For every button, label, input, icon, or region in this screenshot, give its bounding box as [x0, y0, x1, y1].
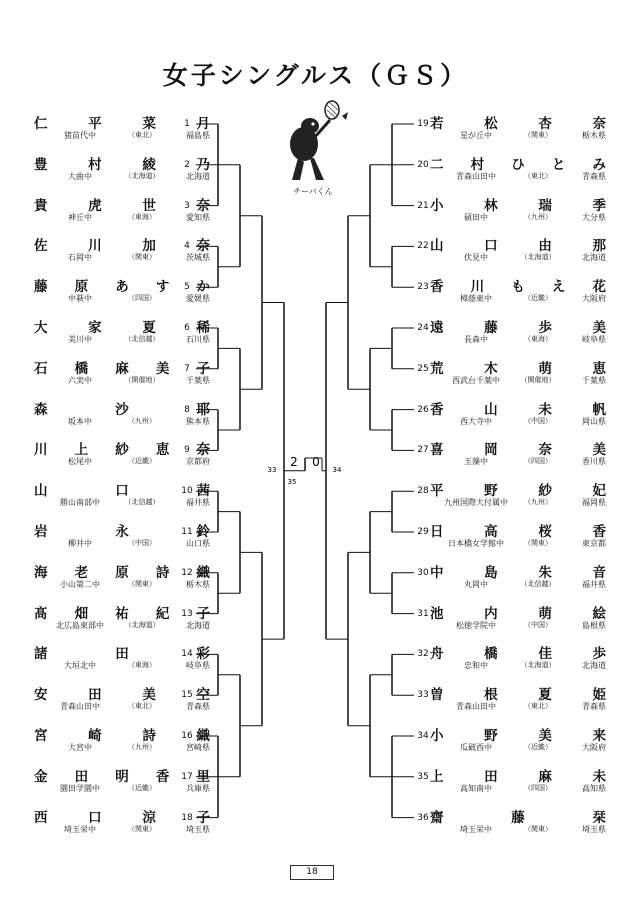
seed-number: 13 [181, 608, 193, 619]
player-name-char: 家 [88, 320, 102, 336]
player-name-char: み [592, 156, 606, 173]
school-name: 樟蔭東中 [460, 294, 492, 304]
player-name-char: 石 [34, 360, 48, 377]
seed-number: 20 [417, 159, 429, 170]
player-name-char: 織 [196, 728, 210, 744]
player-name-char: 美 [538, 728, 552, 744]
player-name-char: 奈 [538, 442, 552, 459]
player-name-char: 田 [115, 646, 129, 663]
prefecture: 愛媛県 [186, 294, 210, 304]
region-label: （中国） [128, 539, 156, 547]
player-name-char: も [511, 279, 525, 296]
player-name-char: 鈴 [196, 524, 210, 540]
player-name-char: 夏 [538, 687, 552, 704]
region-label: （近畿） [128, 783, 156, 792]
prefecture: 東京都 [582, 539, 606, 548]
player-name-char: 金 [34, 768, 48, 785]
prefecture: 宮崎県 [186, 743, 210, 752]
region-label: （関東） [524, 131, 552, 139]
player-name-char: 藤 [511, 809, 525, 826]
school-name: 九州国際大付属中 [444, 498, 508, 508]
player-name-char: 西 [34, 809, 48, 826]
seed-number: 32 [417, 649, 429, 660]
player-name-char: 木 [484, 360, 498, 377]
player-name-char: 島 [484, 564, 498, 581]
prefecture: 島根県 [582, 620, 606, 630]
prefecture: 北海道 [186, 620, 210, 630]
player-name-char: 川 [34, 442, 48, 459]
seed-number: 15 [181, 690, 193, 701]
prefecture: 北海道 [186, 171, 210, 181]
player-name-char: 田 [484, 768, 498, 785]
player-name-char: 奈 [196, 238, 210, 255]
player-name-char: 藤 [34, 279, 48, 296]
player-name-char: 村 [470, 156, 485, 173]
prefecture: 千葉県 [582, 375, 606, 385]
player-name-char: 恵 [592, 360, 606, 377]
player-name-char: 姫 [592, 687, 606, 704]
player-name-char: 老 [74, 564, 89, 581]
player-name-char: 海 [34, 564, 48, 581]
player-name-char: 紗 [115, 442, 129, 459]
player-name-char: 野 [484, 728, 498, 744]
school-name: 美川中 [68, 335, 92, 344]
match-number: 33 [267, 466, 277, 474]
player-name-char: 絵 [592, 605, 606, 622]
school-name: 大垣北中 [64, 661, 96, 671]
seed-number: 19 [417, 119, 429, 129]
seed-number: 2 [184, 159, 190, 170]
player-name-char: あ [115, 279, 129, 296]
player-name-char: 来 [592, 728, 606, 744]
player-name-char: 高 [484, 524, 498, 540]
player-name-char: 小 [430, 197, 444, 214]
region-label: （東海） [128, 212, 156, 221]
player-name-char: 口 [88, 809, 102, 826]
school-name: 勝山南部中 [60, 498, 100, 508]
player-name-char: 口 [484, 238, 498, 255]
seed-number: 24 [417, 323, 429, 333]
player-name-char: 喜 [430, 442, 444, 459]
seed-number: 22 [417, 241, 429, 252]
prefecture: 福島県 [186, 131, 210, 140]
school-name: 石岡中 [68, 253, 92, 263]
player-name-char: 香 [155, 768, 170, 785]
player-name-char: 歩 [538, 320, 552, 336]
player-name-char: 平 [430, 483, 444, 500]
player-name-char: 里 [196, 768, 210, 785]
school-name: 松尾中 [68, 457, 92, 467]
player-name-char: 橋 [74, 360, 89, 377]
school-name: 埼玉栄中 [460, 824, 492, 834]
region-label: （近畿） [524, 294, 552, 303]
player-name-char: 綾 [142, 156, 156, 173]
player-name-char: 世 [142, 197, 156, 214]
player-name-char: 美 [592, 320, 606, 336]
prefecture: 青森県 [582, 171, 606, 181]
player-name-char: 月 [196, 116, 210, 132]
player-name-char: 川 [88, 238, 102, 255]
seed-number: 5 [184, 282, 190, 293]
player-name-char: 歩 [592, 646, 606, 663]
seed-number: 11 [181, 527, 193, 537]
player-name-char: 佳 [538, 646, 552, 663]
seed-number: 26 [417, 404, 429, 415]
prefecture: 大阪府 [582, 743, 606, 752]
seed-number: 23 [417, 282, 429, 293]
region-label: （開催地） [124, 375, 160, 384]
school-name: 瓜破西中 [460, 743, 492, 752]
school-name: 西大寺中 [460, 416, 492, 426]
region-label: （北信越） [124, 335, 160, 343]
player-name-char: 麻 [115, 360, 129, 377]
player-name-char: 未 [592, 768, 606, 785]
player-name-char: 森 [34, 401, 48, 418]
region-label: （九州） [128, 416, 156, 425]
seed-number: 17 [181, 771, 193, 782]
school-name: 六実中 [68, 375, 92, 385]
player-name-char: 上 [74, 442, 89, 459]
player-name-char: 藤 [484, 320, 498, 336]
player-name-char: 茜 [196, 483, 210, 500]
school-name: 小山第二中 [60, 579, 100, 589]
player-name-char: 杏 [538, 116, 552, 132]
prefecture: 北海道 [582, 661, 606, 671]
seed-number: 31 [417, 608, 429, 619]
player-name-char: 橋 [484, 646, 498, 663]
prefecture: 兵庫県 [186, 783, 210, 793]
player-name-char: 萌 [538, 605, 552, 622]
region-label: （東北） [128, 702, 156, 711]
region-label: （九州） [524, 498, 552, 507]
seed-number: 34 [417, 731, 429, 741]
prefecture: 岐阜県 [582, 335, 606, 344]
seed-number: 25 [417, 363, 429, 374]
school-name: 日本橋女学館中 [448, 539, 504, 548]
prefecture: 青森県 [582, 702, 606, 712]
player-name-char: 萌 [538, 360, 552, 377]
seed-number: 7 [184, 363, 190, 374]
player-name-char: 畑 [74, 605, 89, 622]
prefecture: 福井県 [186, 498, 210, 508]
player-name-char: 彩 [196, 646, 210, 663]
player-name-char: 子 [196, 360, 210, 377]
player-name-char: 二 [430, 156, 444, 173]
player-name-char: 栞 [592, 809, 606, 826]
seed-number: 3 [184, 200, 190, 211]
player-name-char: 美 [142, 687, 156, 704]
region-label: （北海道） [124, 171, 160, 180]
player-name-char: 妃 [592, 483, 606, 500]
player-name-char: 祐 [115, 605, 129, 622]
player-name-char: 音 [592, 564, 606, 581]
player-name-char: 菜 [142, 116, 156, 132]
school-name: 松徳学院中 [456, 620, 496, 630]
region-label: （北信越） [520, 579, 556, 588]
prefecture: 京都府 [186, 457, 210, 467]
player-name-char: 小 [430, 728, 444, 744]
prefecture: 高知県 [582, 783, 606, 793]
prefecture: 福井県 [582, 579, 606, 589]
region-label: （北海道） [124, 620, 160, 629]
region-label: （東海） [128, 661, 156, 670]
player-name-char: 岡 [484, 442, 498, 459]
prefecture: 大分県 [582, 212, 606, 222]
player-name-char: 川 [470, 279, 485, 296]
region-label: （東北） [128, 131, 156, 139]
player-name-char: 稀 [196, 320, 210, 336]
region-label: （関東） [128, 253, 156, 262]
player-name-char: 野 [484, 483, 498, 500]
player-name-char: 明 [115, 768, 129, 785]
seed-number: 36 [417, 812, 429, 823]
prefecture: 埼玉県 [582, 824, 606, 834]
region-label: （四国） [524, 457, 552, 466]
region-label: （北海道） [520, 661, 556, 670]
region-label: （東北） [524, 171, 552, 180]
seed-number: 8 [184, 404, 190, 415]
player-name-char: 奈 [196, 442, 210, 459]
player-name-char: 田 [88, 687, 102, 704]
player-name-char: 美 [592, 442, 606, 459]
prefecture: 山口県 [186, 539, 210, 548]
prefecture: 茨城県 [186, 253, 210, 263]
school-name: 猪苗代中 [64, 131, 96, 140]
player-name-char: 貴 [34, 197, 48, 214]
player-name-char: 奈 [196, 197, 210, 214]
region-label: （関東） [128, 579, 156, 588]
player-name-char: 麻 [538, 768, 552, 785]
player-name-char: 紗 [538, 483, 552, 500]
player-name-char: 舟 [430, 646, 444, 663]
player-name-char: と [551, 156, 566, 173]
player-name-char: 加 [142, 238, 156, 255]
player-name-char: 那 [592, 238, 606, 255]
player-name-char: 宮 [34, 728, 48, 744]
page-title: 女子シングルス（ＧＳ） [162, 61, 469, 90]
seed-number: 21 [417, 200, 429, 211]
region-label: （九州） [524, 212, 552, 221]
region-label: （九州） [128, 743, 156, 751]
player-name-char: 涼 [142, 809, 156, 826]
player-name-char: 子 [196, 605, 210, 622]
seed-number: 33 [417, 690, 429, 701]
region-label: （近畿） [128, 457, 156, 466]
player-name-char: 齋 [430, 809, 444, 826]
school-name: 玉藻中 [464, 457, 488, 467]
player-name-char: 香 [430, 401, 444, 418]
player-name-char: 山 [34, 483, 48, 500]
region-label: （北海道） [520, 253, 556, 262]
prefecture: 埼玉県 [186, 824, 210, 834]
player-name-char: 詩 [155, 564, 170, 581]
seed-number: 29 [417, 527, 429, 537]
player-name-char: 仁 [34, 116, 48, 132]
player-name-char: 季 [592, 197, 606, 214]
player-name-char: 耶 [196, 401, 210, 418]
player-name-char: 上 [430, 768, 444, 785]
final-score-right: 0 [312, 455, 320, 469]
player-name-char: 内 [484, 605, 498, 622]
prefecture: 岡山県 [582, 416, 606, 426]
region-label: （四国） [128, 294, 156, 303]
player-name-char: 由 [538, 238, 552, 255]
school-name: 柳井中 [68, 539, 92, 548]
player-name-char: 曽 [430, 687, 444, 704]
player-name-char: 大 [34, 320, 48, 336]
player-name-char: 桜 [538, 524, 552, 540]
school-name: 大曲中 [68, 171, 92, 181]
player-name-char: 日 [430, 524, 444, 540]
page-number: 18 [290, 865, 334, 880]
player-name-char: 松 [484, 116, 498, 132]
player-name-char: 佐 [34, 238, 48, 255]
prefecture: 青森県 [186, 702, 210, 712]
player-name-char: 荒 [430, 360, 444, 377]
player-name-char: 原 [74, 279, 89, 296]
prefecture: 千葉県 [186, 375, 210, 385]
school-name: 北広島東部中 [56, 620, 104, 630]
school-name: 星が丘中 [460, 131, 492, 140]
seed-number: 12 [181, 567, 193, 578]
seed-number: 4 [184, 241, 190, 252]
school-name: 大宮中 [68, 743, 92, 752]
player-name-char: 瑞 [538, 197, 552, 214]
region-label: （関東） [128, 824, 156, 833]
player-name-char: 安 [34, 687, 48, 704]
player-name-char: 朱 [538, 564, 552, 581]
mascot-label: チーバくん [293, 187, 333, 196]
player-name-char: 夏 [142, 320, 156, 336]
school-name: 坂本中 [68, 416, 92, 426]
region-label: （東北） [524, 702, 552, 711]
region-label: （近畿） [524, 743, 552, 751]
player-name-char: 空 [196, 687, 210, 704]
player-name-char: 未 [538, 401, 552, 418]
prefecture: 石川県 [186, 335, 210, 344]
region-label: （北信越） [124, 498, 160, 507]
player-name-char: 諸 [34, 646, 48, 663]
player-name-char: 乃 [196, 156, 210, 173]
seed-number: 16 [181, 731, 193, 741]
player-name-char: 詩 [142, 728, 156, 744]
match-number: 35 [287, 478, 297, 486]
player-name-char: 虎 [88, 197, 102, 214]
prefecture: 福岡県 [582, 498, 606, 508]
prefecture: 岐阜県 [186, 661, 210, 671]
school-name: 中萩中 [68, 294, 92, 304]
player-name-char: 林 [484, 197, 498, 214]
seed-number: 6 [184, 323, 190, 333]
player-name-char: 岩 [34, 524, 48, 540]
school-name: 青森山田中 [456, 171, 496, 181]
player-name-char: 田 [74, 768, 89, 785]
prefecture: 大阪府 [582, 294, 606, 304]
region-label: （関東） [524, 539, 552, 547]
player-name-char: 髙 [34, 605, 48, 622]
school-name: 長森中 [464, 335, 488, 344]
player-name-char: 遠 [430, 320, 444, 336]
school-name: 青森山田中 [60, 702, 100, 712]
player-name-char: 口 [115, 483, 129, 500]
school-name: 埼玉栄中 [64, 824, 96, 834]
player-name-char: え [551, 279, 566, 296]
prefecture: 香川県 [582, 457, 606, 467]
player-name-char: 沙 [115, 401, 129, 418]
player-name-char: 香 [430, 279, 444, 296]
school-name: 丸岡中 [464, 579, 488, 589]
school-name: 青森山田中 [456, 702, 496, 712]
player-name-char: 美 [155, 360, 170, 377]
player-name-char: 花 [592, 279, 606, 296]
school-name: 園田学園中 [60, 783, 100, 793]
player-name-char: 恵 [155, 442, 170, 459]
player-name-char: 豊 [34, 156, 48, 173]
school-name: 伏見中 [464, 253, 488, 263]
region-label: （東海） [524, 335, 552, 343]
seed-number: 28 [417, 486, 429, 497]
prefecture: 栃木県 [582, 131, 606, 140]
school-name: 神丘中 [68, 212, 92, 222]
seed-number: 30 [417, 567, 429, 578]
seed-number: 27 [417, 445, 429, 456]
player-name-char: 中 [430, 564, 444, 581]
player-name-char: 奈 [592, 116, 606, 132]
player-name-char: 平 [88, 116, 102, 132]
school-name: 高知南中 [460, 783, 492, 793]
player-name-char: 村 [88, 156, 102, 173]
player-name-char: 若 [430, 116, 444, 132]
seed-number: 18 [181, 812, 193, 823]
seed-number: 9 [184, 445, 190, 456]
player-name-char: ひ [511, 156, 525, 173]
region-label: （中国） [524, 620, 552, 629]
player-name-char: 織 [196, 564, 210, 581]
player-name-char: 山 [484, 401, 498, 418]
seed-number: 35 [417, 771, 429, 782]
player-name-char: 池 [430, 605, 444, 622]
player-name-char: 山 [430, 238, 444, 255]
school-name: 忠和中 [464, 661, 488, 671]
region-label: （開催地） [520, 375, 556, 384]
region-label: （中国） [524, 416, 552, 425]
player-name-char: 紀 [155, 605, 170, 622]
seed-number: 1 [184, 119, 190, 129]
seed-number: 10 [181, 486, 193, 497]
prefecture: 熊本県 [186, 416, 210, 426]
player-name-char: 帆 [592, 401, 606, 418]
player-name-char: す [155, 279, 170, 296]
final-score-left: 2 [290, 455, 298, 469]
school-name: 西武台千葉中 [452, 375, 500, 385]
player-name-char: 香 [592, 524, 606, 540]
player-name-char: か [196, 279, 210, 296]
match-number: 34 [332, 466, 342, 474]
prefecture: 愛知県 [186, 212, 210, 222]
player-name-char: 永 [115, 524, 129, 540]
player-name-char: 根 [484, 687, 498, 704]
prefecture: 北海道 [582, 253, 606, 263]
player-name-char: 原 [115, 564, 129, 581]
player-name-char: 子 [196, 809, 210, 826]
prefecture: 栃木県 [186, 579, 210, 589]
player-name-char: 崎 [88, 728, 102, 744]
region-label: （関東） [524, 824, 552, 833]
school-name: 碩田中 [464, 212, 488, 222]
region-label: （四国） [524, 783, 552, 792]
seed-number: 14 [181, 649, 193, 660]
